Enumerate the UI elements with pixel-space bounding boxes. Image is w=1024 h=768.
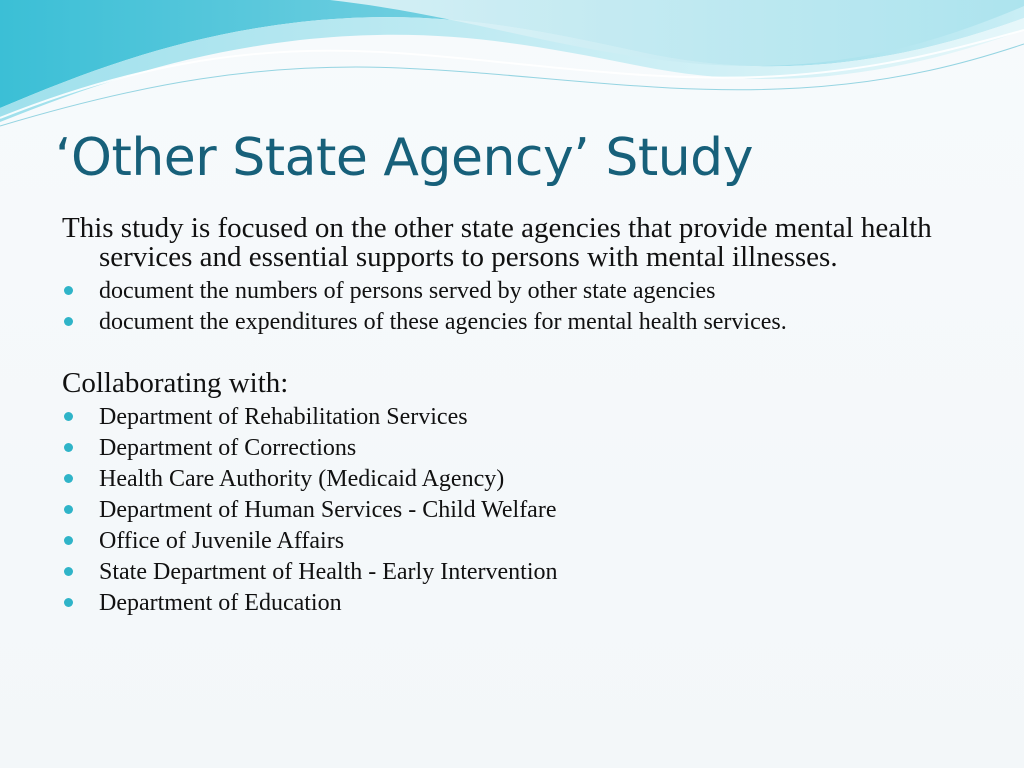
list-item-text: Health Care Authority (Medicaid Agency)	[99, 466, 505, 492]
list-item	[62, 467, 982, 491]
list-item	[62, 560, 982, 584]
bullet-icon	[64, 505, 73, 514]
bullet-icon	[64, 286, 73, 295]
bullet-icon	[64, 412, 73, 421]
list-item	[62, 529, 982, 553]
list-item	[62, 498, 982, 522]
bullet-icon	[64, 598, 73, 607]
list-item-text: Department of Corrections	[99, 435, 357, 461]
list-item-text: document the numbers of persons served by other state agencies	[99, 278, 716, 304]
list-item-text: Office of Juvenile Affairs	[99, 528, 345, 554]
intro-paragraph: This study is focused on the other state agencies that provide mental health services and essential supports to persons with mental illnesses.	[62, 212, 932, 273]
bullet-icon	[64, 474, 73, 483]
list-item	[62, 405, 982, 429]
list-item-text: Department of Human Services - Child Welfare	[99, 497, 557, 523]
list-item	[62, 279, 982, 303]
slide-title: ‘Other State Agency’ Study	[55, 128, 753, 188]
list-item	[62, 310, 982, 334]
collaborator-bullet-list	[62, 405, 982, 615]
list-item	[62, 591, 982, 615]
bullet-icon	[64, 443, 73, 452]
bullet-icon	[64, 536, 73, 545]
list-item-text: document the expenditures of these agencies for mental health services.	[99, 309, 787, 335]
list-item-text: Department of Rehabilitation Services	[99, 404, 468, 430]
list-item	[62, 436, 982, 460]
intro-bullet-list	[62, 279, 982, 334]
slide-body	[62, 214, 982, 615]
collaborating-heading: Collaborating with:	[62, 367, 289, 399]
bullet-icon	[64, 567, 73, 576]
header-wave-decoration	[0, 0, 1024, 140]
bullet-icon	[64, 317, 73, 326]
list-item-text: Department of Education	[99, 590, 342, 616]
list-item-text: State Department of Health - Early Intervention	[99, 559, 558, 585]
